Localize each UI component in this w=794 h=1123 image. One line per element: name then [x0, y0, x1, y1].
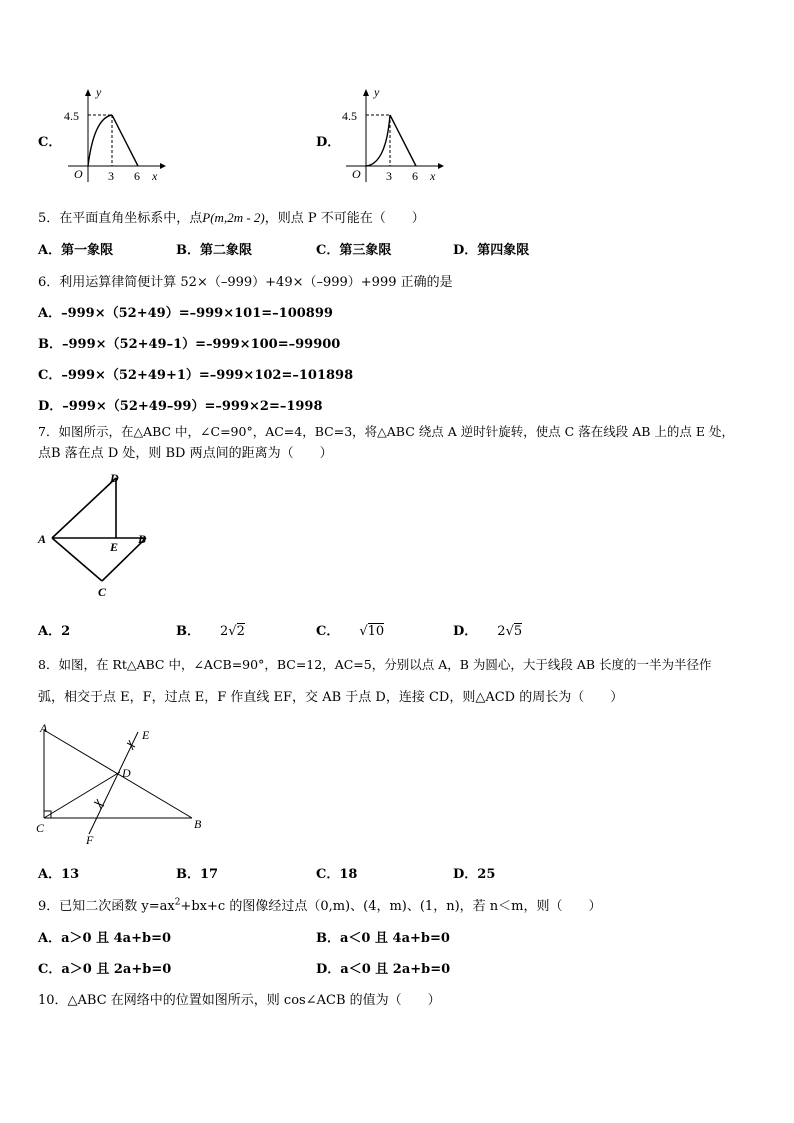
q4-option-d-letter: D． [316, 135, 341, 150]
q4c-ytick-label: 4.5 [64, 109, 79, 123]
q6-option-d: D．–999×（52+49–99）=–999×2=–1998 [38, 399, 323, 414]
q5-stem-before: 5．在平面直角坐标系中，点 [38, 211, 203, 226]
q8-label-d: D [122, 766, 131, 780]
q8-label-c: C [36, 821, 45, 835]
q4c-y-label: y [96, 85, 102, 99]
q4c-x-label: x [152, 169, 158, 183]
q7-label-c: C [98, 585, 107, 599]
q9-option-c: C．a＞0 且 2a+b=0 [38, 962, 172, 977]
q8-option-d: D．25 [453, 867, 496, 882]
q6-option-a: A．–999×（52+49）=–999×101=–100899 [38, 306, 333, 321]
q8-stem-line1: 8．如图，在 Rt△ABC 中，∠ACB=90°，BC=12，AC=5，分别以点 A，B 为圆心，大于线段 AB 长度的一半为半径作 [38, 657, 712, 672]
q4d-x-label: x [430, 169, 436, 183]
q7-option-c: C． √10 [316, 624, 385, 639]
q5-point: P(m,2m - 2) [202, 210, 265, 225]
q8-option-b: B．17 [176, 867, 219, 882]
q4-option-d-graph [338, 84, 448, 184]
q7-stem-line2: 点B 落在点 D 处，则 BD 两点间的距离为（ ） [38, 446, 333, 461]
q7-label-e: E [110, 540, 119, 554]
q6-stem: 6．利用运算律简便计算 52×（–999）+49×（–999）+999 正确的是 [38, 275, 453, 290]
q6-option-c: C．–999×（52+49+1）=–999×102=–101898 [38, 368, 354, 383]
q4c-xtick2-label: 6 [134, 169, 140, 183]
q5-option-d: D．第四象限 [453, 243, 530, 258]
q9-stem: 9．已知二次函数 $y=ax^2+bx+c$ 的图像经过点（0,m)、(4，m)、(1，n)，若 n＜m，则（ ） [38, 897, 602, 914]
q8-figure [34, 720, 214, 850]
q4-option-c-graph [60, 84, 170, 184]
q5-option-b: B．第二象限 [176, 243, 253, 258]
q8-label-a: A [40, 721, 48, 735]
q4c-xtick1-label: 3 [108, 169, 114, 183]
q10-stem: 10．△ABC 在网络中的位置如图所示，则 cos∠ACB 的值为（ ） [38, 993, 441, 1008]
q7-option-a: A．2 [38, 624, 71, 639]
q7-option-b: B． 2√2 [176, 624, 245, 639]
q4d-ytick-label: 4.5 [342, 109, 357, 123]
q4d-origin-label: O [352, 167, 361, 181]
q5-option-c: C．第三象限 [316, 243, 392, 258]
q4d-xtick1-label: 3 [386, 169, 392, 183]
q7-label-b: B [138, 532, 147, 546]
q8-label-e: E [142, 728, 150, 742]
q4d-xtick2-label: 6 [412, 169, 418, 183]
q5-option-a: A．第一象限 [38, 243, 114, 258]
q4c-origin-label: O [74, 167, 83, 181]
q4-option-c-letter: C． [38, 135, 62, 150]
q9-option-b: B．a＜0 且 4a+b=0 [316, 931, 450, 946]
q7-label-d: D [110, 471, 119, 485]
q5-stem [38, 207, 425, 226]
q5-stem-after: ，则点 P 不可能在（ ） [264, 211, 425, 226]
q9-option-d: D．a＜0 且 2a+b=0 [316, 962, 451, 977]
q7-option-d: D． 2√5 [453, 624, 523, 639]
q8-label-f: F [86, 833, 94, 847]
q8-stem-line2: 弧，相交于点 E，F，过点 E，F 作直线 EF，交 AB 于点 D，连接 CD，则△ACD 的周长为（ ） [38, 690, 624, 705]
q7-stem-line1: 7．如图所示，在△ABC 中，∠C=90°，AC=4，BC=3，将△ABC 绕点 A 逆时针旋转，使点 C 落在线段 AB 上的点 E 处， [38, 424, 734, 439]
q8-option-a: A．13 [38, 867, 80, 882]
q8-option-c: C．18 [316, 867, 358, 882]
q4d-y-label: y [374, 85, 380, 99]
q8-label-b: B [194, 817, 202, 831]
q7-figure [34, 466, 164, 601]
q9-option-a: A．a＞0 且 4a+b=0 [38, 931, 172, 946]
q6-option-b: B．–999×（52+49–1）=–999×100=–99900 [38, 337, 341, 352]
q7-label-a: A [38, 532, 47, 546]
